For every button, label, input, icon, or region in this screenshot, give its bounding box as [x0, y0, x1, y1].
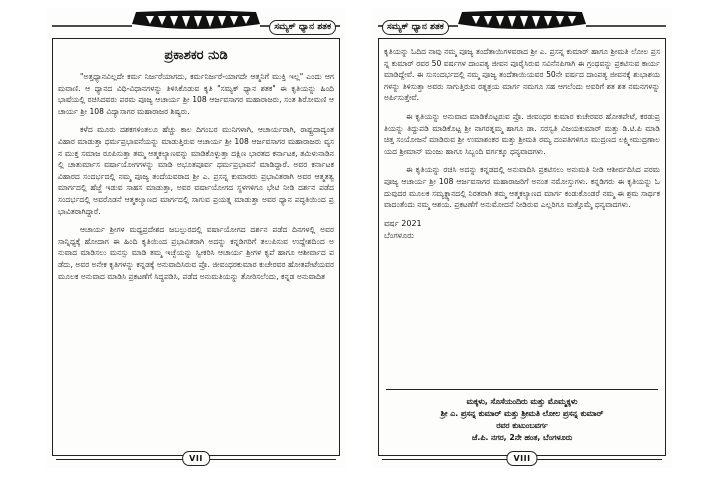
paragraph: "ಅತ್ತಧ್ಯಾನವಿಲ್ಲದೇ ಕರ್ಮ ನಿರ್ಜರೆಯಾಗದು, ಕರ್ಮನಿರ್ಜರೆ-ಯಾಗದೇ ಆತ್ಮನಿಗೆ ಮುಕ್ತಿ ಇಲ್ಲ" ಎಂದು ಆಗಮವಾಣಿ. ಆ ಧ್ಯಾನದ ವಿಧಿ-ವಿಧಾನಗಳನ್ನು ತಿಳಿಸಿಕೊಡುವ ಕೃತಿ "ಸಮ್ಯಕ್ ಧ್ಯಾನ ಶತಕ" ಈ ಕೃತಿಯನ್ನು ಹಿಂದಿ ಭಾಷೆಯಲ್ಲಿ ರಚಿಸಿದವರು ಪರಮ ಪೂಜ್ಯ ಆಚಾರ್ಯ ಶ್ರೀ 108 ಆರ್ಜವಸಾಗರ ಮಹಾರಾಜರು, ಸಂತ ಶಿರೋಮಣಿ ಆಚಾರ್ಯ ಶ್ರೀ 108 ವಿದ್ಯಾಸಾಗರ ಮಹಾರಾಜರ ಶಿಷ್ಯರು.	[58, 72, 334, 116]
year: ವರ್ಷ 2021	[384, 218, 422, 228]
signature-line: ಜೆ.ಪಿ. ನಗರ, 2ನೇ ಹಂತ, ಬೆಂಗಳೂರು	[471, 433, 573, 442]
signature-line: ರವರ ಕುಟುಂಬವರ್ಗ	[496, 421, 548, 430]
left-page	[46, 8, 346, 468]
running-header: ಸಮ್ಯಕ್ ಧ್ಯಾನ ಶತಕ	[382, 20, 449, 35]
signature-line: ಮಕ್ಕಳು, ಸೊಸೆಯಂದಿರು ಮತ್ತು ಮೊಮ್ಮಕ್ಕಳು	[466, 397, 578, 406]
page-number: VII	[182, 451, 210, 466]
paragraph: ಆಚಾರ್ಯ ಶ್ರೀಗಳ ಮಧ್ಯಪ್ರದೇಶದ ಜಬಲ್ಪುರದಲ್ಲಿ ವರ್ಷಾಯೋಗದ ದರ್ಶನ ಪಡೆದ ದಿನಗಳಲ್ಲಿ ಅವರ ಸಾನ್ನಿಧ್ಯಕ್ಕೆ ಹೋದಾಗ ಈ ಹಿಂದಿ ಕೃತಿಯಿಂದ ಪ್ರಭಾವಿತರಾಗಿ ಅದನ್ನು ಕನ್ನಡಿಗರಿಗೆ ತಲುಪಿಸುವ ಉದ್ದೇಶದಿಂದ ಅನುವಾದ ಮಾಡಿಸಲು ಮನಸ್ಸು ಮಾಡಿ ತಮ್ಮ ಇಚ್ಛೆಯನ್ನು ಸ್ವೀಕರಿಸಿ ಆಚಾರ್ಯ ಶ್ರೀಗಳ ಕೃಪೆ ಹಾಗೂ ಆಶೀರ್ವಾದ ಪಡೆದು, ಅವರ ಅನೇಕ ಕೃತಿಗಳನ್ನು ಕನ್ನಡಕ್ಕೆ ಅನುವಾದಿಸಿರುವ ಪ್ರೊ. ಜೀವಂಧರಕುಮಾರ ಕುಚೇರವರ ಹೋತಪೇಟೆಯವರ ಮೂಲಕ ಅನುವಾದ ಮಾಡಿಸಿ ಪ್ರಕಟಣೆಗೆ ಸಿದ್ಧಪಡಿಸಿ, ಪಡೆದ ಅನುಮತಿಯನ್ನು ತೋರಿಸಲೆಂದು, ಕನ್ನಡ ಅನುವಾದಿತ	[58, 225, 334, 281]
paragraph: ಕೃತಿಯನ್ನು ಓದಿದ ನಾವು ನಮ್ಮ ಪೂಜ್ಯ ತಂದೆತಾಯಿಗಳವರಾದ ಶ್ರೀ ಎ. ಪ್ರಸನ್ನ ಕುಮಾರ್ ಹಾಗೂ ಶ್ರೀಮತಿ ಲೋಲ ಪ್ರಸನ್ನ ಕುಮಾರ್ ರವರ 50 ವರ್ಷಗಳ ದಾಂಪತ್ಯ ಜೀವನ ಪೂರೈಸಿರುವ ಸವಿನೆನಪಿಗಾಗಿ ಈ ಗ್ರಂಥವನ್ನು ಪ್ರಕಟಿಸುವ ಕಾರ್ಯ ಮಾಡಿದ್ದೇವೆ. ಈ ಸುಸಂದರ್ಭದಲ್ಲಿ ನಮ್ಮ ಪೂಜ್ಯ ತಂದೆತಾಯಿಯವರ 50ನೇ ವರ್ಷದ ದಾಂಪತ್ಯ ಜೀವನಕ್ಕೆ ಶುಭಾಶಯಗಳನ್ನು ತಿಳಿಸುತ್ತಾ ಅವರು ಸಾಗುತ್ತಿರುವ ರತ್ನತ್ರಯ ಮಾರ್ಗ ನಮಗೂ ಸಹ ಆಗಲೆಂದು ಅವರಿಗೆ ಶತ ಶತ ನಮನಗಳನ್ನು ಅರ್ಪಿಸುತ್ತೇವೆ.	[384, 47, 660, 103]
page-number: VIII	[506, 451, 537, 466]
paragraph: ಈ ಕೃತಿಯನ್ನು ಅನುವಾದ ಮಾಡಿಕೊಟ್ಟರುವ ಪ್ರೊ. ಜೀವಂಧರ ಕುಮಾರ ಕುಚೇರವರ ಹೋತಪೇಟೆ, ಕರಡುಪ್ರತಿಯನ್ನು ತಿದ್ದುಪಡಿ ಮಾಡಿಕೊಟ್ಟ ಶ್ರೀ ನಾಗರತ್ನಮ್ಮ ಹಾಗೂ ಡಾ. ಸರಸ್ವತಿ ವಿಜಯಕುಮಾರ್ ಮತ್ತು ಡಿ.ಟಿ.ಪಿ ಮಾಡಿ ಚಿತ್ತ ಸಂಯೋಜನೆ ಮಾಡಿರುವ ಶ್ರೀ ಉಮಾಶಂಕರ ಮತ್ತು ಶ್ರೀಮತಿ ರಮ್ಯ ದಂಪತಿಗಳಿಗೂ ಮುದ್ರಣದ ಲಕ್ಷ್ಮೀಮುದ್ರಣಾಲಯದ ಶ್ರೀಮಾನ್ ಮಂಜು ಹಾಗೂ ಸಿಬ್ಬಂದಿ ವರ್ಗಕ್ಕೂ ಧನ್ಯವಾದಗಳು.	[384, 111, 660, 156]
paragraph: ಈ ಕೃತಿಯನ್ನು ರಚಿಸಿ ಅದನ್ನು ಕನ್ನಡದಲ್ಲಿ ಅನುವಾದಿಸಿ ಪ್ರಕಟಿಸಲು ಅನುಮತಿ ನೀಡಿ ಆಶೀರ್ವದಿಸಿದ ಪರಮ ಪೂಜ್ಯ ಆಚಾರ್ಯ ಶ್ರೀ 108 ಆರ್ಜವಸಾಗರ ಮಹಾರಾಜರಿಗೆ ಅನಂತ ನಮೋಸ್ತುಗಳು. ಕನ್ನಡಿಗರು ಈ ಕೃತಿಯನ್ನು ಓದುವುದರ ಮೂಲಕ ಸಮ್ಯಕ್ಧ್ಯಾನದಲ್ಲಿ ನಿರತರಾಗಿ ತಮ್ಮ ಆತ್ಮಕಲ್ಯಾಣದ ಮಾರ್ಗ ಕಂಡುಕೊಂಡರೆ ನಮ್ಮ ಈ ಶ್ರಮ ಸಾರ್ಥಕವಾದಂತೆಂದು ನಮ್ಮ ಆಶಯ. ಪ್ರಕಟಣೆಗೆ ಅನುಮೋದನೆ ನೀಡಿರುವ ಎಲ್ಲರಿಗೂ ಮತ್ತೊಮ್ಮೆ ಧನ್ಯವಾದಗಳು.	[384, 165, 660, 210]
right-page	[372, 8, 672, 468]
page-content	[384, 46, 660, 376]
date-place	[384, 218, 660, 242]
signature-line: ಶ್ರೀ ಎ. ಪ್ರಸನ್ನ ಕುಮಾರ್ ಮತ್ತು ಶ್ರೀಮತಿ ಲೋಲ ಪ್ರಸನ್ನ ಕುಮಾರ್	[440, 409, 604, 418]
place: ಬೆಂಗಳೂರು	[384, 230, 414, 240]
running-header: ಸಮ್ಯಕ್ ಧ್ಯಾನ ಶತಕ	[269, 20, 336, 35]
page-title: ಪ್ರಕಾಶಕರ ನುಡಿ	[164, 48, 228, 63]
page-content	[58, 46, 334, 446]
paragraph: ಕಳೆದ ಮೂರು ದಶಕಗಳಿಂತಲೂ ಹೆಚ್ಚು ಕಾಲ ದಿಗಂಬರ ಮುನಿಗಳಾಗಿ, ಆಚಾರ್ಯರಾಗಿ, ರಾಷ್ಟ್ರದಾದ್ಯಂತ ವಿಹಾರ ಮಾಡುತ್ತಾ ಧರ್ಮಪ್ರಭಾವನೆಯನ್ನು ಮಾಡುತ್ತಿರುವ ಆಚಾರ್ಯ ಶ್ರೀ 108 ಆರ್ಜವಸಾಗರ ಮಹಾರಾಜರು ವ್ಯಸನ ಮುಕ್ತ ಸಮಾಜ ರೂಪಿಸುತ್ತಾ ತಮ್ಮ ಆತ್ಮಕಲ್ಯಾಣವನ್ನು ಮಾಡಿಕೊಳ್ಳುತ್ತಾ ದಕ್ಷಿಣ ಭಾರತದ ಕರ್ನಾಟಕ, ತಮಿಳುನಾಡಿನಲ್ಲಿ ಚಾತುರ್ಮಾಸ ವರ್ಷಾಯೋಗಗಳನ್ನು ಮಾಡಿ ಅಭೂತಪೂರ್ವ ಧರ್ಮಪ್ರಭಾವನೆ ಮಾಡಿದ್ದಾರೆ. ಅವರ ಕರ್ನಾಟಕ ವಿಹಾರದ ಸಂದರ್ಭದಲ್ಲಿ ನಮ್ಮ ಪೂಜ್ಯ ತಂದೆಯವರಾದ ಶ್ರೀ ಎ. ಪ್ರಸನ್ನ ಕುಮಾರರು ಪ್ರಭಾವಿತರಾಗಿ ಅವರ ಆತ್ಮತತ್ವ ಮಾರ್ಗದಲ್ಲಿ ಹೆಜ್ಜೆ ಇಡುವ ಸಾಹಸ ಮಾಡುತ್ತಾ, ಅವರ ವರ್ಷಾಯೋಗದ ಸ್ಥಳಗಳಿಗೂ ಭೇಟಿ ನೀಡಿ ದರ್ಶನ ಪಡೆದ ಸಂದರ್ಭದಲ್ಲಿ ಅವರೊಡನೆ ಆತ್ಮಕಲ್ಯಾಣದ ಮಾರ್ಗದಲ್ಲಿ ಸಾಗುವ ಪ್ರಯತ್ನ ಮಾಡುತ್ತಾ ಅವರ ಧ್ಯಾನ ಪದ್ಧತಿಯಿಂದ ಪ್ರಭಾವಿತರಾಗಿದ್ದಾರೆ.	[58, 125, 334, 216]
publisher-signature	[386, 389, 658, 444]
